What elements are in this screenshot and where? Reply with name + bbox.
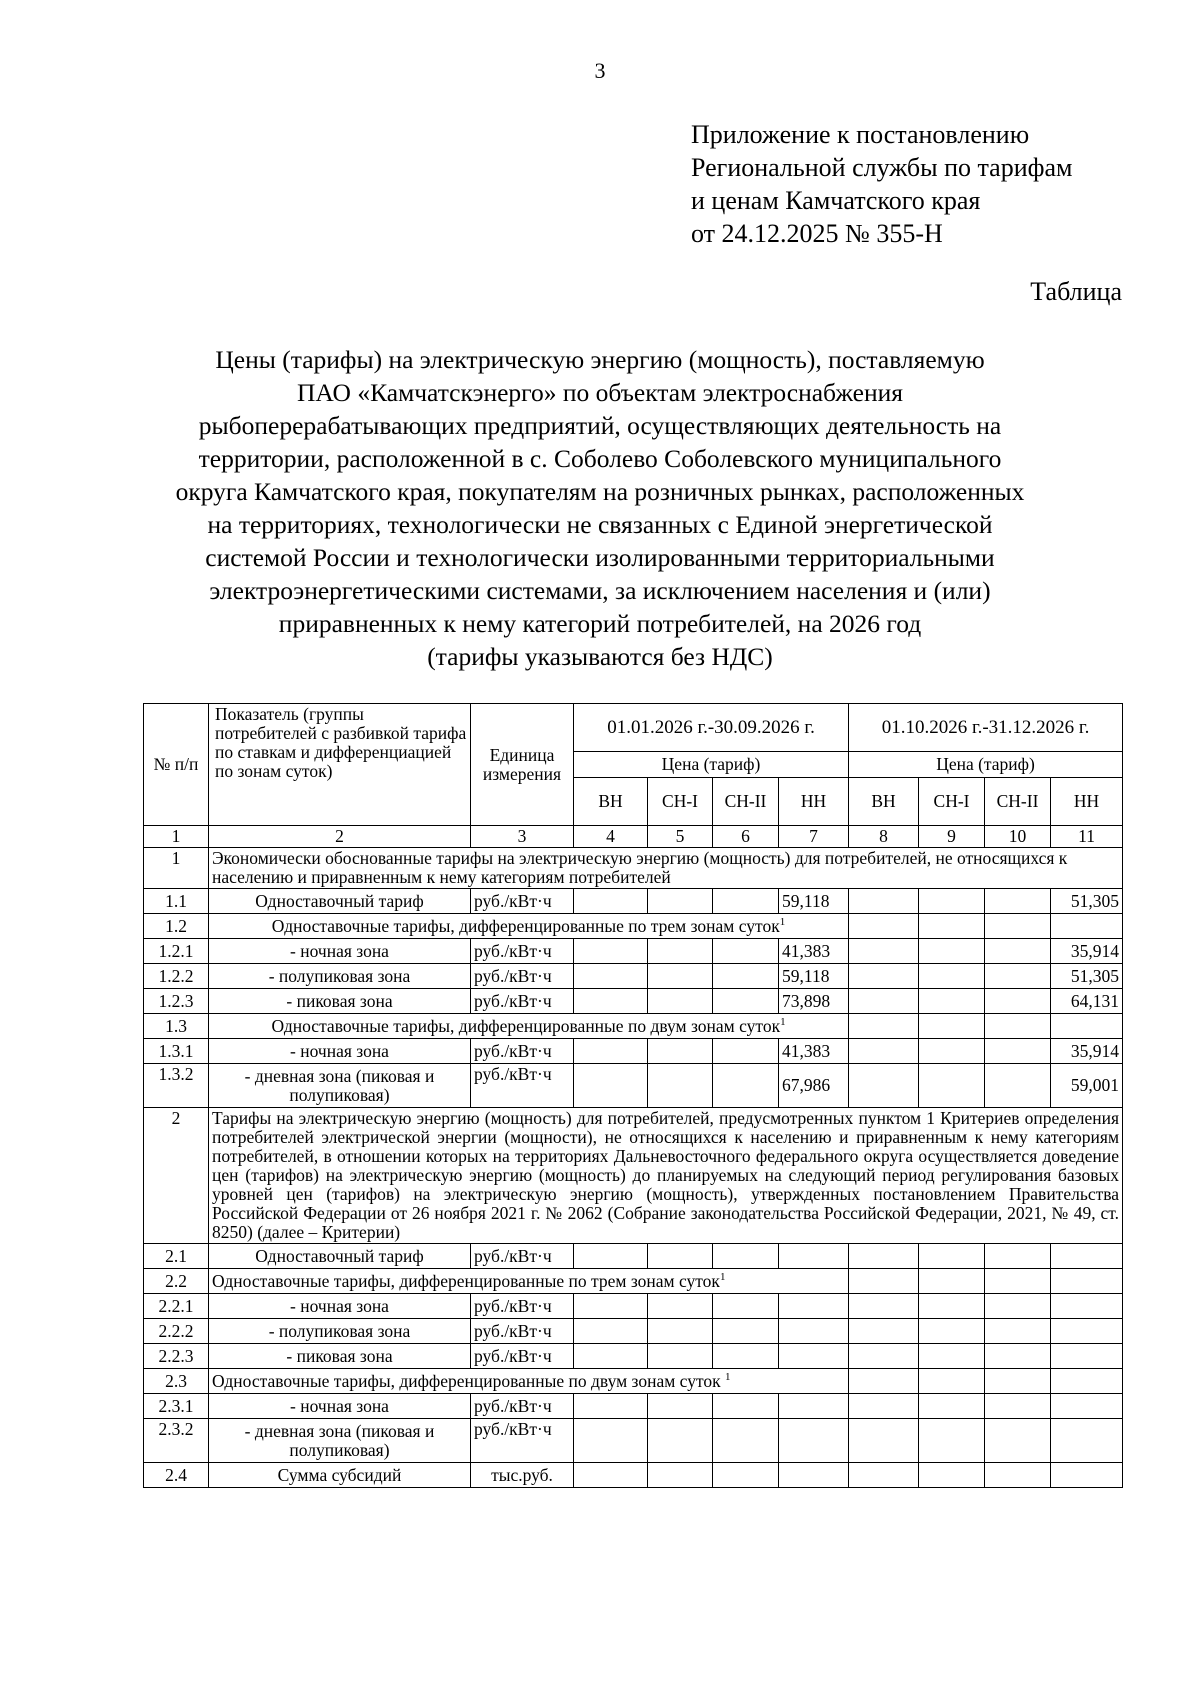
title-line: ПАО «Камчатскэнерго» по объектам электроснабжения	[296, 378, 903, 407]
section-text: Тарифы на электрическую энергию (мощность) для потребителей, предусмотренных пунктом 1 Критериев определения потребителей электрической энергии (мощности), не относящихся к населению и приравненным к нему категориям потребителей, в отношении которых на территориях Дальневосточного федерального округа осуществляется доведение цен (тарифов) на электрическую энергию (мощность) до планируемых на следующий период регулирования базовых уровней цен (тарифов) на электрическую энергию (мощность), утвержденных постановлением Правительства Российской Федерации от 26 ноября 2021 г. № 2062 (Собрание законодательства Российской Федерации, 2021, № 49, ст. 8250) (далее – Критерии)	[209, 1108, 1123, 1244]
row-number: 2.2.3	[144, 1344, 209, 1369]
row-group-text: Одноставочные тарифы, дифференцированные по трем зонам суток	[212, 1270, 720, 1291]
row-group-text: Одноставочные тарифы, дифференцированные по двум зонам суток	[271, 1015, 781, 1036]
column-number: 2	[209, 826, 471, 848]
title-line: территории, расположенной в с. Соболево Соболевского муниципального	[198, 444, 1002, 473]
row-unit: руб./кВт·ч	[471, 1394, 574, 1419]
header-price-2: Цена (тариф)	[849, 752, 1123, 778]
row-group-text: Одноставочные тарифы, дифференцированные по трем зонам суток	[271, 915, 780, 936]
row-group-title	[209, 1369, 849, 1394]
header-no: № п/п	[144, 704, 209, 826]
table-row	[144, 889, 1123, 914]
value-nn-period1: 67,986	[779, 1064, 849, 1108]
row-unit: руб./кВт·ч	[471, 1419, 574, 1463]
value-nn-period2: 51,305	[1051, 889, 1123, 914]
row-group-title	[209, 914, 849, 939]
column-number: 5	[648, 826, 713, 848]
row-number: 1.2.1	[144, 939, 209, 964]
row-name: - дневная зона (пиковая и полупиковая)	[209, 1419, 471, 1463]
value-nn-period1: 41,383	[779, 939, 849, 964]
value-nn-period2: 51,305	[1051, 964, 1123, 989]
table-label: Таблица	[1030, 277, 1122, 306]
row-number: 1.2.3	[144, 989, 209, 1014]
row-name: - дневная зона (пиковая и полупиковая)	[209, 1064, 471, 1108]
table-row	[144, 1369, 1123, 1394]
document-title	[90, 343, 1110, 673]
table-row	[144, 1064, 1123, 1108]
value-nn-period2: 35,914	[1051, 1039, 1123, 1064]
row-unit: тыс.руб.	[471, 1463, 574, 1488]
appendix-line: Приложение к постановлению	[691, 120, 1030, 149]
title-line: рыбоперерабатывающих предприятий, осуществляющих деятельность на	[198, 411, 1002, 440]
tariff-table	[143, 703, 1123, 1488]
row-number: 2.4	[144, 1463, 209, 1488]
row-name: - ночная зона	[209, 1294, 471, 1319]
table-row	[144, 1463, 1123, 1488]
table-row	[144, 1344, 1123, 1369]
header-level: СН-II	[985, 778, 1051, 826]
table-row	[144, 1039, 1123, 1064]
header-level: ВН	[574, 778, 648, 826]
row-number: 1	[144, 848, 209, 889]
column-numbers-row	[144, 826, 1123, 848]
row-number: 2.1	[144, 1244, 209, 1269]
row-number: 2.2.1	[144, 1294, 209, 1319]
row-number: 2.2	[144, 1269, 209, 1294]
row-name: - полупиковая зона	[209, 1319, 471, 1344]
page-number: 3	[594, 58, 606, 83]
column-number: 11	[1051, 826, 1123, 848]
row-number: 2	[144, 1108, 209, 1244]
header-price-1: Цена (тариф)	[574, 752, 849, 778]
title-line: электроэнергетическими системами, за исключением населения и (или)	[209, 576, 991, 605]
row-group-title	[209, 1269, 849, 1294]
table-row	[144, 914, 1123, 939]
appendix-line: Региональной службы по тарифам	[691, 153, 1073, 182]
table-row	[144, 939, 1123, 964]
row-number: 2.3.1	[144, 1394, 209, 1419]
row-name: Сумма субсидий	[209, 1463, 471, 1488]
section-text: Экономически обоснованные тарифы на электрическую энергию (мощность) для потребителей, не относящихся к населению и приравненным к нему категориям потребителей	[209, 848, 1123, 889]
column-number: 7	[779, 826, 849, 848]
table-row	[144, 1394, 1123, 1419]
row-name: - полупиковая зона	[209, 964, 471, 989]
footnote-mark: 1	[780, 1015, 786, 1028]
title-line: (тарифы указываются без НДС)	[427, 642, 773, 671]
header-level: НН	[779, 778, 849, 826]
row-unit: руб./кВт·ч	[471, 1064, 574, 1108]
row-name: - ночная зона	[209, 939, 471, 964]
row-name: - ночная зона	[209, 1039, 471, 1064]
row-number: 2.2.2	[144, 1319, 209, 1344]
header-level: СН-I	[919, 778, 985, 826]
column-number: 10	[985, 826, 1051, 848]
row-unit: руб./кВт·ч	[471, 939, 574, 964]
column-number: 4	[574, 826, 648, 848]
row-unit: руб./кВт·ч	[471, 964, 574, 989]
row-name: Одноставочный тариф	[209, 1244, 471, 1269]
row-number: 1.3.1	[144, 1039, 209, 1064]
table-row	[144, 1419, 1123, 1463]
row-unit: руб./кВт·ч	[471, 1294, 574, 1319]
header-period-1: 01.01.2026 г.-30.09.2026 г.	[574, 704, 849, 752]
value-nn-period1: 59,118	[779, 889, 849, 914]
row-name: - пиковая зона	[209, 989, 471, 1014]
value-nn-period1: 59,118	[779, 964, 849, 989]
title-line: округа Камчатского края, покупателям на розничных рынках, расположенных	[175, 477, 1025, 506]
row-unit: руб./кВт·ч	[471, 889, 574, 914]
title-line: на территориях, технологически не связанных с Единой энергетической	[207, 510, 993, 539]
header-level: ВН	[849, 778, 919, 826]
column-number: 3	[471, 826, 574, 848]
value-nn-period2: 59,001	[1051, 1064, 1123, 1108]
row-name: Одноставочный тариф	[209, 889, 471, 914]
row-group-title	[209, 1014, 849, 1039]
table-row	[144, 1244, 1123, 1269]
row-unit: руб./кВт·ч	[471, 1344, 574, 1369]
section-row	[144, 1108, 1123, 1244]
row-unit: руб./кВт·ч	[471, 1039, 574, 1064]
row-name: - ночная зона	[209, 1394, 471, 1419]
header-unit: Единица измерения	[471, 704, 574, 826]
footnote-mark: 1	[719, 1270, 726, 1283]
header-level: СН-I	[648, 778, 713, 826]
header-period-2: 01.10.2026 г.-31.12.2026 г.	[849, 704, 1123, 752]
header-level: НН	[1051, 778, 1123, 826]
row-number: 2.3	[144, 1369, 209, 1394]
footnote-mark: 1	[779, 915, 786, 928]
title-line: приравненных к нему категорий потребителей, на 2026 год	[278, 609, 922, 638]
row-number: 2.3.2	[144, 1419, 209, 1463]
value-nn-period1: 73,898	[779, 989, 849, 1014]
appendix-block	[691, 118, 1072, 250]
section-row	[144, 848, 1123, 889]
row-number: 1.2.2	[144, 964, 209, 989]
table-row	[144, 1014, 1123, 1039]
row-number: 1.3	[144, 1014, 209, 1039]
table-row	[144, 1319, 1123, 1344]
column-number: 8	[849, 826, 919, 848]
header-level: СН-II	[713, 778, 779, 826]
row-name: - пиковая зона	[209, 1344, 471, 1369]
title-line: системой России и технологически изолированными территориальными	[205, 543, 995, 572]
footnote-mark: 1	[725, 1370, 731, 1383]
title-line: Цены (тарифы) на электрическую энергию (мощность), поставляемую	[215, 345, 985, 374]
column-number: 1	[144, 826, 209, 848]
column-number: 9	[919, 826, 985, 848]
column-number: 6	[713, 826, 779, 848]
table-row	[144, 1269, 1123, 1294]
value-nn-period2: 35,914	[1051, 939, 1123, 964]
row-number: 1.3.2	[144, 1064, 209, 1108]
row-number: 1.2	[144, 914, 209, 939]
row-unit: руб./кВт·ч	[471, 989, 574, 1014]
value-nn-period2: 64,131	[1051, 989, 1123, 1014]
row-number: 1.1	[144, 889, 209, 914]
table-row	[144, 989, 1123, 1014]
table-row	[144, 1294, 1123, 1319]
row-unit: руб./кВт·ч	[471, 1319, 574, 1344]
value-nn-period1: 41,383	[779, 1039, 849, 1064]
header-indicator: Показатель (группы потребителей с разбивкой тарифа по ставкам и дифференциацией по зонам суток)	[209, 704, 471, 826]
row-unit: руб./кВт·ч	[471, 1244, 574, 1269]
table-row	[144, 964, 1123, 989]
appendix-line: от 24.12.2025 № 355-Н	[691, 219, 943, 248]
appendix-line: и ценам Камчатского края	[691, 186, 981, 215]
row-group-text: Одноставочные тарифы, дифференцированные по двум зонам суток	[212, 1370, 721, 1391]
